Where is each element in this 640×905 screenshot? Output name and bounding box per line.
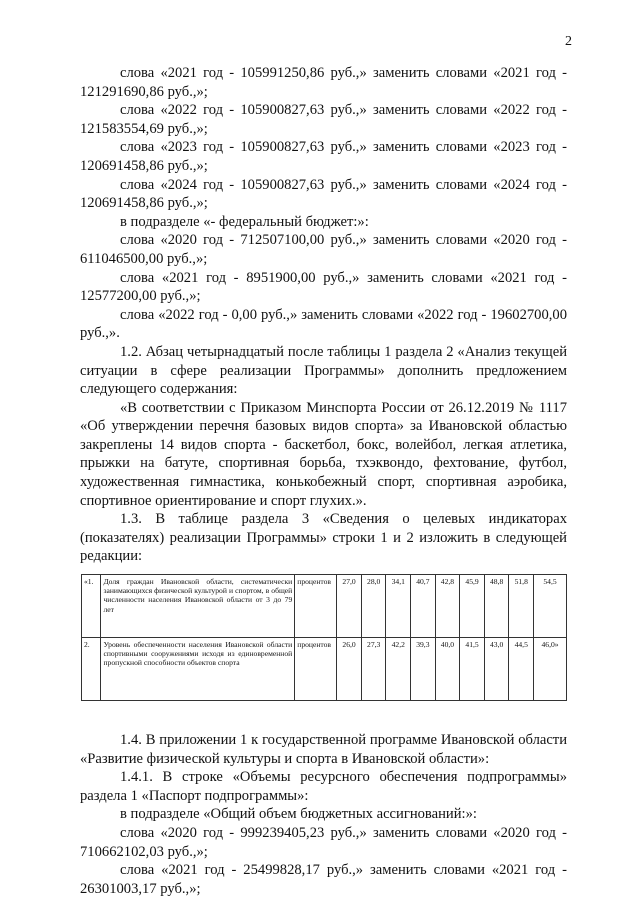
indicator-value: 27,3 — [361, 638, 386, 701]
paragraph: в подразделе «- федеральный бюджет:»: — [120, 213, 369, 230]
indicator-value: 28,0 — [361, 575, 386, 638]
paragraph: 1.2. Абзац четырнадцатый после таблицы 1 раздела 2 «Анализ текущей ситуации в сфере реализации Программы» дополнить предложением следующего содержания: — [80, 343, 567, 398]
indicator-value: 51,8 — [509, 575, 534, 638]
table-row — [82, 638, 567, 701]
indicator-value: 39,3 — [411, 638, 436, 701]
indicator-unit: процентов — [295, 575, 337, 638]
paragraph: в подразделе «Общий объем бюджетных ассигнований:»: — [120, 806, 477, 823]
indicator-name: Доля граждан Ивановской области, систематически занимающихся физической культурой и спортом, в общей численности населения Ивановской области от 3 до 79 лет — [101, 575, 295, 638]
indicator-name: Уровень обеспеченности населения Ивановской области спортивными сооружениями исходя из единовременной пропускной способности объектов спорта — [101, 638, 295, 701]
indicator-value: 26,0 — [337, 638, 362, 701]
row-number: «1. — [82, 575, 101, 638]
indicator-value: 34,1 — [386, 575, 411, 638]
indicator-value: 41,5 — [460, 638, 485, 701]
indicator-value: 44,5 — [509, 638, 534, 701]
paragraph: слова «2020 год - 712507100,00 руб.,» заменить словами «2020 год - 611046500,00 руб.,»; — [80, 232, 567, 267]
paragraph: 1.4.1. В строке «Объемы ресурсного обеспечения подпрограммы» раздела 1 «Паспорт подпрограммы»: — [80, 769, 567, 804]
indicator-value: 40,0 — [435, 638, 460, 701]
paragraph: слова «2020 год - 999239405,23 руб.,» заменить словами «2020 год - 710662102,03 руб.,»; — [80, 825, 567, 860]
paragraph: слова «2023 год - 105900827,63 руб.,» заменить словами «2023 год - 120691458,86 руб.,»; — [80, 139, 567, 174]
indicator-value: 54,5 — [534, 575, 567, 638]
indicator-value: 45,9 — [460, 575, 485, 638]
indicators-table — [81, 574, 567, 701]
page-number: 2 — [565, 34, 572, 49]
paragraph: 1.3. В таблице раздела 3 «Сведения о целевых индикаторах (показателях) реализации Программы» строки 1 и 2 изложить в следующей редакции: — [80, 511, 567, 565]
paragraph: 1.4. В приложении 1 к государственной программе Ивановской области «Развитие физической культуры и спорта в Ивановской области»: — [80, 732, 567, 767]
indicator-unit: процентов — [295, 638, 337, 701]
spacer — [80, 711, 567, 731]
table-row — [82, 575, 567, 638]
indicator-value: 48,8 — [484, 575, 509, 638]
indicator-value: 27,0 — [337, 575, 362, 638]
paragraph: «В соответствии с Приказом Минспорта России от 26.12.2019 № 1117 «Об утверждении перечня базовых видов спорта» за Ивановской областью закреплены 14 видов спорта - баскетбол, бокс, волейбол, легкая атлетика, прыжки на батуте, спортивная борьба, тхэквондо, фехтование, футбол, художественная гимнастика, конькобежный спорт, спортивная аэробика, спортивное ориентирование и спорт глухих.». — [80, 399, 567, 509]
indicators-table-wrap — [81, 574, 567, 701]
paragraph: слова «2021 год - 8951900,00 руб.,» заменить словами «2021 год - 12577200,00 руб.,»; — [80, 269, 567, 305]
paragraph: слова «2022 год - 0,00 руб.,» заменить словами «2022 год - 19602700,00 руб.,». — [80, 306, 567, 342]
document-body — [80, 64, 567, 898]
indicator-value: 43,0 — [484, 638, 509, 701]
indicator-value: 42,8 — [435, 575, 460, 638]
indicator-value: 40,7 — [411, 575, 436, 638]
paragraph: слова «2022 год - 105900827,63 руб.,» заменить словами «2022 год - 121583554,69 руб.,»; — [80, 102, 567, 137]
paragraph: слова «2021 год - 25499828,17 руб.,» заменить словами «2021 год - 26301003,17 руб.,»; — [80, 862, 567, 897]
indicator-value: 46,0» — [534, 638, 567, 701]
paragraph: слова «2021 год - 105991250,86 руб.,» заменить словами «2021 год - 121291690,86 руб.,»; — [80, 65, 567, 100]
indicator-value: 42,2 — [386, 638, 411, 701]
row-number: 2. — [82, 638, 101, 701]
paragraph: слова «2024 год - 105900827,63 руб.,» заменить словами «2024 год - 120691458,86 руб.,»; — [80, 176, 567, 212]
